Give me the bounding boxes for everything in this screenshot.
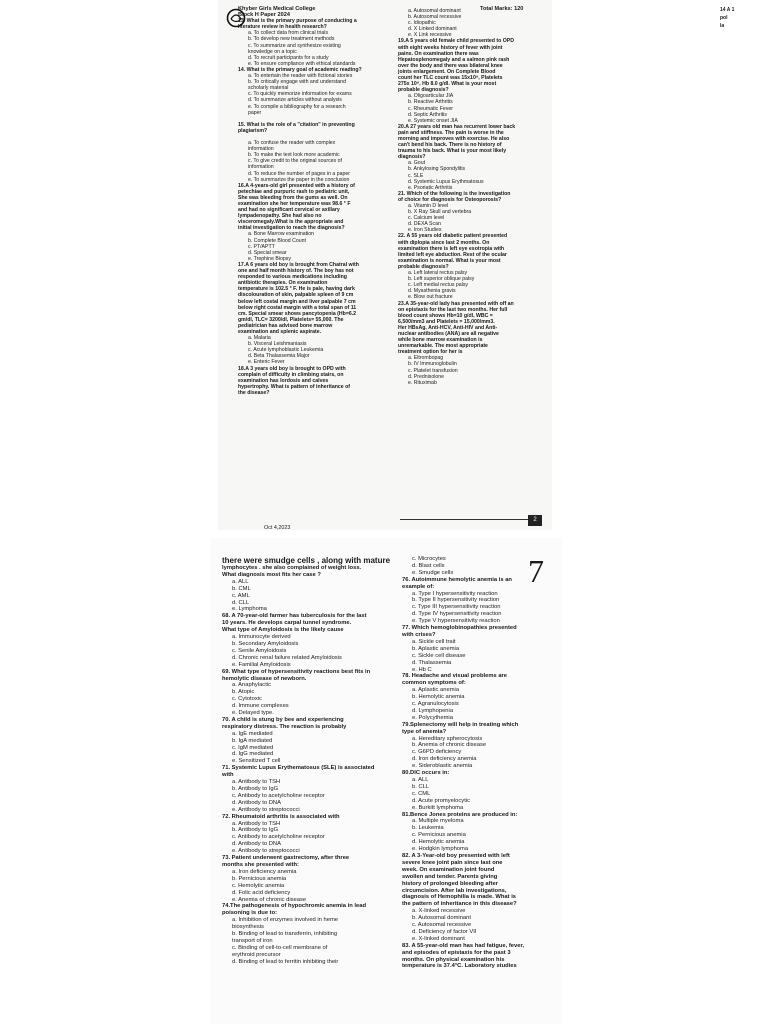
question-text: pain and stiffness. The pain is worse in the xyxy=(398,129,504,136)
question-text: antibiotic therapies. On examination xyxy=(238,280,328,287)
question-text: lympadenopathy. She had also no xyxy=(238,213,322,220)
answer-option: e. Psoriatic Arthritis xyxy=(408,184,453,191)
handwritten-page-number: 7 xyxy=(528,553,544,589)
question-text: diagnosis of Hemophilia is made. What is xyxy=(402,894,517,901)
question-text: there were smudge cells , along with mature xyxy=(222,556,391,565)
answer-option: b. Binding of lead to transferrin, inhibiting xyxy=(232,931,338,938)
question-text: pediatrician has advised bone marrow xyxy=(238,322,333,329)
answer-option: c. Binding of cell-to-cell membrane of xyxy=(232,944,328,951)
answer-option: d. Blast cells xyxy=(412,562,445,569)
question-text: 68. A 70-year-old farmer has tuberculosis for the last xyxy=(222,613,367,620)
question-text: pains. On examination there was xyxy=(398,50,479,57)
answer-option: d. Systemic Lupus Erythmatosus xyxy=(408,178,484,185)
question-text: on epistaxis for the last two months. Her full xyxy=(398,306,508,313)
answer-option: c. Rheumatic Fever xyxy=(408,105,453,112)
question-text: 72. Rheumatoid arthritis is associated with xyxy=(222,813,340,820)
answer-option: d. Prednisolone xyxy=(408,373,445,380)
question-text: probable diagnosis? xyxy=(398,87,449,94)
answer-option: c. Senile Amyloidosis xyxy=(232,647,287,654)
question-text: 78. Headache and visual problems are xyxy=(402,673,508,680)
question-text: blood count shows Hb=10 g/dl, WBC = xyxy=(398,312,493,319)
question-text: temperature is 37.4°C. Laboratory studies xyxy=(402,963,517,970)
question-text: What type of Amyloidosis is the likely cause xyxy=(222,627,344,634)
answer-option: a. Gout xyxy=(408,160,426,167)
answer-option: a. ALL xyxy=(232,578,249,585)
answer-option: b. CLL xyxy=(412,783,430,790)
question-text: 20.A 27 years old man has recurrent lower back xyxy=(398,123,516,130)
answer-option: d. Folic acid deficiency xyxy=(232,889,291,896)
question-text: swollen and tender. Parents giving xyxy=(402,873,498,880)
answer-option: a. Vitamin D level xyxy=(408,203,449,209)
answer-option: c. To quickly memorize information for exams xyxy=(248,91,352,98)
answer-option: a. To collect data from clinical trials xyxy=(248,30,329,37)
question-text: petechiae and purpuric rash to pediatric unit, xyxy=(238,188,350,195)
answer-option: c. SLE xyxy=(408,172,424,179)
answer-option: d. To reduce the number of pages in a paper xyxy=(248,170,350,177)
answer-option: information xyxy=(248,146,274,153)
answer-option: a. Aplastic anemia xyxy=(412,687,460,694)
question-text: 81.Bence Jones proteins are produced in: xyxy=(402,811,518,818)
answer-option: a. Eltrombopag xyxy=(408,355,444,362)
answer-option: information xyxy=(248,164,274,171)
edge-note: la xyxy=(720,23,725,29)
answer-option: a. Immunocyte derived xyxy=(232,634,291,641)
question-text: trauma to his back. What is your most likely xyxy=(398,148,507,155)
question-text: with eight weeks history of fever with joint xyxy=(398,44,503,51)
top-left-column xyxy=(238,6,398,396)
question-text: 14. What is the primary goal of academic reading? xyxy=(238,66,362,73)
question-text: 23.A 35-year-old lady has presented with off an xyxy=(398,300,514,307)
question-text: Her HBsAg, Anti-HCV, Anti-HIV and Anti- xyxy=(398,324,498,331)
question-text: the disease? xyxy=(238,389,270,396)
answer-option: c. To summarize and synthesize existing xyxy=(248,42,341,49)
question-list xyxy=(398,8,558,386)
answer-option: e. Hb C xyxy=(412,666,432,673)
question-text: examination has lordosis and calves xyxy=(238,377,329,384)
question-text: 76. Autoimmune hemolytic anemia is an xyxy=(402,576,512,583)
answer-option: b. Autosomal dominant xyxy=(412,915,471,922)
question-text: below left costal margin and liver palpable 7 cm xyxy=(238,298,356,305)
question-text: with crises? xyxy=(402,631,436,638)
answer-option: c. G6PD deficiency xyxy=(412,749,462,756)
question-text: 19.A 5 years old female child presented to OPD xyxy=(398,38,514,45)
question-text: temperature is 102.5 ° F. He is pale, having dark xyxy=(238,286,355,293)
question-text: hypertrophy. What is pattern of inheritance of xyxy=(238,383,351,390)
answer-option: d. Hemolytic anemia xyxy=(412,839,465,846)
answer-option: e. X-linked dominant xyxy=(412,935,465,942)
answer-option: c. PT/APTT xyxy=(248,243,275,250)
answer-option: e. Smudge cells xyxy=(412,569,454,576)
answer-option: c. Autosomal recessive xyxy=(412,922,472,929)
answer-option: c. Pernicious anemia xyxy=(412,832,466,839)
question-text: with xyxy=(222,772,234,779)
question-text: nuclear antibodies (ANA) are all negative xyxy=(398,330,499,337)
question-text: over the body and there was bilateral knee xyxy=(398,62,503,69)
question-text: complain of difficulty in climbing stairs, on xyxy=(238,371,344,378)
question-text: discolouration of skin, palpable spleen of 9 cm xyxy=(238,292,354,299)
question-text: example of: xyxy=(402,583,435,590)
answer-option: b. CML xyxy=(232,585,251,592)
question-list xyxy=(402,556,562,970)
answer-option: d. To recruit participants for a study xyxy=(248,54,329,61)
answer-option: knowledge on a topic xyxy=(248,48,297,55)
question-text: severe knee joint pain since last one xyxy=(402,859,503,866)
answer-option: d. Lymphopenia xyxy=(412,707,454,714)
answer-option: d. Septic Arthritis xyxy=(408,111,447,118)
answer-option: a. Iron deficiency anemia xyxy=(232,868,297,875)
question-text: while bone marrow examination is xyxy=(398,337,483,344)
answer-option: d. Special smear xyxy=(248,249,287,256)
answer-option: biosynthesis xyxy=(232,924,264,931)
answer-option: a. To entertain the reader with fictional stories xyxy=(248,73,353,80)
question-text: common symptoms of: xyxy=(402,680,466,687)
question-text: unremarkable. The most appropriate xyxy=(398,343,488,350)
answer-option: c. Agranulocytosis xyxy=(412,701,459,708)
answer-option: c. Type III hypersensitivity reaction xyxy=(412,604,501,611)
question-text: respiratory distress. The reaction is probably xyxy=(222,723,347,730)
question-text: 77. Which hemoglobinopathies presented xyxy=(402,625,517,632)
question-text: months she presented with: xyxy=(222,861,299,868)
answer-option: c. Platelet transfusion xyxy=(408,367,458,374)
answer-option: d. Beta Thalassemia Major xyxy=(248,353,310,360)
answer-option: a. Multiple myeloma xyxy=(412,818,464,825)
answer-option: c. Left medial rectus palsy xyxy=(408,282,468,289)
answer-option: b. Pernicious anemia xyxy=(232,875,287,882)
answer-option: b. Hemolytic anemia xyxy=(412,694,465,701)
question-text: 83. A 55-year-old man has had fatigue, fever, xyxy=(402,942,524,949)
question-text: and episodes of epistaxis for the past 3 xyxy=(402,949,511,956)
question-text: cm. Special smear shows pancytopenia (Hb=6.2 xyxy=(238,310,357,317)
answer-option: b. IgA mediated xyxy=(232,737,273,744)
answer-option: d. IgG mediated xyxy=(232,751,274,758)
answer-option: e. To ensure compliance with ethical standards xyxy=(248,60,356,67)
question-text: week. On examination joint found xyxy=(402,866,495,873)
answer-option: c. Acute lymphoblastic Leukemia xyxy=(248,347,324,354)
question-text: one and half month history of. The boy has not xyxy=(238,268,354,275)
answer-option: e. To summarize the paper in the conclusion xyxy=(248,176,350,183)
answer-option: b. To make the text look more academic xyxy=(248,152,340,159)
question-text: limited left eye abduction. Rest of the ocular xyxy=(398,251,507,258)
answer-option: e. Iron Studies xyxy=(408,227,442,234)
answer-option: c. CML xyxy=(412,790,431,797)
question-text: 6,500/mm3 and Platelets = 15,000/mm3. xyxy=(398,318,495,325)
question-text: plagiarism? xyxy=(238,127,268,134)
answer-option: a. Anaphylactic xyxy=(232,682,271,689)
answer-option: b. Complete Blood Count xyxy=(248,237,306,244)
answer-option: e. Type V hypersensitivity reaction xyxy=(412,618,500,625)
date-label: Oct 4,2023 xyxy=(264,525,291,531)
question-text: examination is normal. What is your most xyxy=(398,257,501,264)
answer-option: paper xyxy=(248,109,262,116)
answer-option: b. Leukemia xyxy=(412,825,444,832)
top-right-column xyxy=(398,8,558,386)
answer-option: scholarly material xyxy=(248,85,289,92)
answer-option: b. Left superior oblique palsy xyxy=(408,276,475,283)
answer-option: d. To summarize articles without analysis xyxy=(248,97,342,104)
question-text: hemolytic disease of newborn. xyxy=(222,675,307,682)
question-text: initial investigation to reach the diagnosis? xyxy=(238,225,345,232)
question-text: circumcision. After lab investigations, xyxy=(402,887,507,894)
answer-option: d. Binding of lead to ferritin inhibiting their xyxy=(232,958,339,965)
answer-option: a. Sickle cell trait xyxy=(412,638,456,645)
answer-option: c. Cytotoxic xyxy=(232,696,262,703)
question-text: months. On physical examination his xyxy=(402,956,505,963)
question-text: gm/dl, TLC= 3200/dl, Platelets= 55,000. The xyxy=(238,316,344,323)
answer-option: b. Visceral Leishmaniasis xyxy=(248,341,307,348)
answer-option: a. Antibody to TSH xyxy=(232,820,281,827)
answer-option: a. Hereditary spherocytosis xyxy=(412,735,483,742)
question-text: She was bleeding from the gums as well. On xyxy=(238,194,348,201)
question-text: probable diagnosis? xyxy=(398,263,449,270)
question-text: and had no significant cervical or axillary xyxy=(238,207,340,214)
bottom-right-column xyxy=(402,556,562,970)
question-text: 18.A 3 years old boy is brought to OPD with xyxy=(238,365,346,372)
answer-option: c. IgM mediated xyxy=(232,744,274,751)
question-text: morning and improves with exercise. He also xyxy=(398,135,510,142)
question-text: 69. What type of hypersensitivity reactions best fits in xyxy=(222,668,371,675)
question-text: 10 years. He develops carpal tunnel syndrome. xyxy=(222,620,352,627)
question-text: 71. Systemic Lupus Erythematosus (SLE) is associated xyxy=(222,765,375,772)
question-text: below right costal margin with a total span of 11 xyxy=(238,304,357,311)
answer-option: erythroid precursor xyxy=(232,951,281,958)
question-text: examination there is left eye esotropia with xyxy=(398,245,505,252)
answer-option: e. Rituximab xyxy=(408,379,437,386)
answer-option: a. Autosomal dominant xyxy=(408,8,461,14)
answer-option: d. DEXA Scan xyxy=(408,221,441,228)
answer-option: b. Reactive Arthritis xyxy=(408,99,453,106)
answer-option: e. Familial Amyloidosis xyxy=(232,661,291,668)
answer-option: d. CLL xyxy=(232,599,250,606)
page-divider xyxy=(400,519,528,520)
question-text: lymphocytes . she also complained of weight loss. xyxy=(222,565,362,571)
answer-option: b. Antibody to IgG xyxy=(232,827,279,834)
question-text: examination and splenic aspirate. xyxy=(238,328,322,335)
answer-option: b. Autosomal recessive xyxy=(408,14,462,21)
answer-option: b. X Ray Skull and vertebra xyxy=(408,209,472,216)
answer-option: e. Burkitt lymphoma xyxy=(412,804,464,811)
question-text: the pattern of inheritance in this disease? xyxy=(402,901,517,908)
question-text: 73. Patient underwent gastrectomy, after three xyxy=(222,855,350,862)
edge-notes xyxy=(720,6,734,30)
total-marks: Total Marks: 120 xyxy=(480,6,524,12)
question-text: poisoning is due to: xyxy=(222,910,278,917)
answer-option: b. Anemia of chronic disease xyxy=(412,742,487,749)
answer-option: a. ALL xyxy=(412,777,429,783)
question-text: count her TLC count was 15x10⁹, Platelets xyxy=(398,75,503,82)
answer-option: c. Idiopathic xyxy=(408,20,436,27)
answer-option: c. AML xyxy=(232,592,250,599)
answer-option: e. Anemia of chronic disease xyxy=(232,896,307,903)
answer-option: e. Polycythemia xyxy=(412,714,453,721)
answer-option: c. To give credit to the original sources of xyxy=(248,158,342,165)
question-text: 13. What is the primary purpose of conducting a xyxy=(238,18,357,25)
answer-option: b. Type II hypersensitivity reaction xyxy=(412,597,500,604)
question-text: 16.A 4-years-old girl presented with a history of xyxy=(238,182,355,189)
question-text: What diagnosis most fits her case ? xyxy=(222,571,321,578)
question-text: can't bend his back. There is no history of xyxy=(398,142,502,149)
answer-option: b. To critically engage with and understand xyxy=(248,79,346,86)
question-text: 21. Which of the following is the investigation xyxy=(398,190,511,197)
question-text: responded to various medications including xyxy=(238,274,347,281)
answer-option: b. Aplastic anemia xyxy=(412,645,460,652)
question-text: with diplopia since last 2 months. On xyxy=(398,239,490,246)
answer-option: c. Antibody to acetylcholine receptor xyxy=(232,834,325,841)
question-text: type of anemia? xyxy=(402,728,447,735)
answer-option: c. Microcytes xyxy=(412,556,446,562)
answer-option: e. Trephine Biopsy xyxy=(248,255,291,262)
answer-option: b. IV Immunoglobulin xyxy=(408,361,457,368)
answer-option: d. Thalassemia xyxy=(412,659,452,666)
answer-option: e. Hodgkin lymphoma xyxy=(412,846,469,853)
answer-option: d. Type IV hypersensitivity reaction xyxy=(412,611,502,618)
answer-option: d. X Linked dominant xyxy=(408,26,457,33)
answer-option: e. Antibody to streptococci xyxy=(232,848,300,855)
answer-option: a. To confuse the reader with complex xyxy=(248,140,336,147)
answer-option: a. Left lateral rectus palsy xyxy=(408,270,468,277)
question-text: 15. What is the role of a "citation" in preventing xyxy=(238,121,355,128)
question-text: history of prolonged bleeding after xyxy=(402,880,498,887)
page-number: 2 xyxy=(528,515,542,526)
answer-option: c. Calcium level xyxy=(408,215,445,222)
answer-option: c. Antibody to acetylcholine receptor xyxy=(232,792,325,799)
question-list xyxy=(238,18,398,396)
question-text: visceromegaly.What is the appropriate and xyxy=(238,219,344,226)
question-text: 79.Splenectomy will help in treating which xyxy=(402,721,519,728)
answer-option: d. Acute promyelocytic xyxy=(412,797,470,804)
college-name: Khyber Girls Medical College xyxy=(238,6,316,12)
answer-option: e. To compile a bibliography for a research xyxy=(248,103,346,110)
answer-option: transport of iron xyxy=(232,937,273,944)
question-text: literature review in health research? xyxy=(238,24,327,31)
answer-option: d. Immune complexes xyxy=(232,703,289,710)
paper-block: Block H Paper 2024 xyxy=(238,12,290,19)
answer-option: a. IgE mediated xyxy=(232,730,273,737)
answer-option: b. Atopic xyxy=(232,689,255,696)
question-text: 275x 10⁹, Hb 8.0 g/dl. What is your most xyxy=(398,81,497,88)
question-text: joints enlargement. On Complete Blood xyxy=(398,68,496,75)
answer-option: d. Chronic renal failure related Amyloidosis xyxy=(232,654,342,661)
answer-option: e. Delayed type. xyxy=(232,710,274,717)
question-text: 74.The pathogenesis of hypochromic anemia in lead xyxy=(222,903,366,910)
question-text: 17.A 6 years old boy is brought from Chatral with xyxy=(238,261,359,268)
answer-option: d. Deficiency of factor VII xyxy=(412,928,477,935)
answer-option: c. Sickle cell disease xyxy=(412,652,466,659)
question-text: 70. A child is stung by bee and experiencing xyxy=(222,716,344,723)
answer-option: e. Enteric Fever xyxy=(248,359,285,366)
question-text: 22. A 55 years old diabetic patient presented xyxy=(398,233,508,240)
answer-option: a. X-linked recessive xyxy=(412,908,466,915)
answer-option: e. Sensitized T cell xyxy=(232,758,281,765)
answer-option: e. Sideroblastic anemia xyxy=(412,763,473,770)
edge-note: pol xyxy=(720,15,728,21)
answer-option: d. Myasthenia gravis xyxy=(408,288,456,295)
answer-option: b. To develop new treatment methods xyxy=(248,36,335,43)
question-text: treatment option for her is xyxy=(398,349,463,356)
answer-option: d. Antibody to DNA xyxy=(232,799,281,806)
answer-option: a. Type I hypersensitivity reaction xyxy=(412,590,498,597)
question-text: 82. A 3-Year-old boy presented with left xyxy=(402,852,510,859)
answer-option: e. Antibody to streptococci xyxy=(232,806,300,813)
answer-option: a. Malaria xyxy=(248,335,271,342)
answer-option: d. Antibody to DNA xyxy=(232,841,281,848)
question-text: diagnosis? xyxy=(398,154,426,161)
answer-option: a. Inhibition of enzymes involved in heme xyxy=(232,917,339,924)
edge-note: 14 A 1 xyxy=(720,7,735,13)
answer-option: e. Systemic onset JIA xyxy=(408,117,458,124)
answer-option: a. Oligoarticular JIA xyxy=(408,93,454,100)
bottom-left-column xyxy=(222,556,402,966)
question-text: examination she her temperature was 98.6 ° F xyxy=(238,201,351,207)
question-text: of choice for diagnosis for Osteoporosis? xyxy=(398,196,502,203)
answer-option: e. Lymphoma xyxy=(232,606,267,613)
question-text: 80.DIC occurs in: xyxy=(402,770,450,777)
answer-option: e. Blow out fracture xyxy=(408,294,453,301)
question-text: Hepatosplenomegaly and a salmon pink rash xyxy=(398,56,510,63)
answer-option: a. Antibody to TSH xyxy=(232,779,281,786)
answer-option: d. Iron deficiency anemia xyxy=(412,756,477,763)
answer-option: e. X Link recessive xyxy=(408,32,452,39)
question-list xyxy=(222,556,402,966)
answer-option: a. Bone Marrow examination xyxy=(248,231,315,238)
answer-option: b. Ankylosing Spondylitis xyxy=(408,166,466,173)
answer-option: b. Antibody to IgG xyxy=(232,786,279,792)
answer-option: b. Secondary Amyloidosis xyxy=(232,640,299,647)
answer-option: c. Hemolytic anemia xyxy=(232,882,285,889)
